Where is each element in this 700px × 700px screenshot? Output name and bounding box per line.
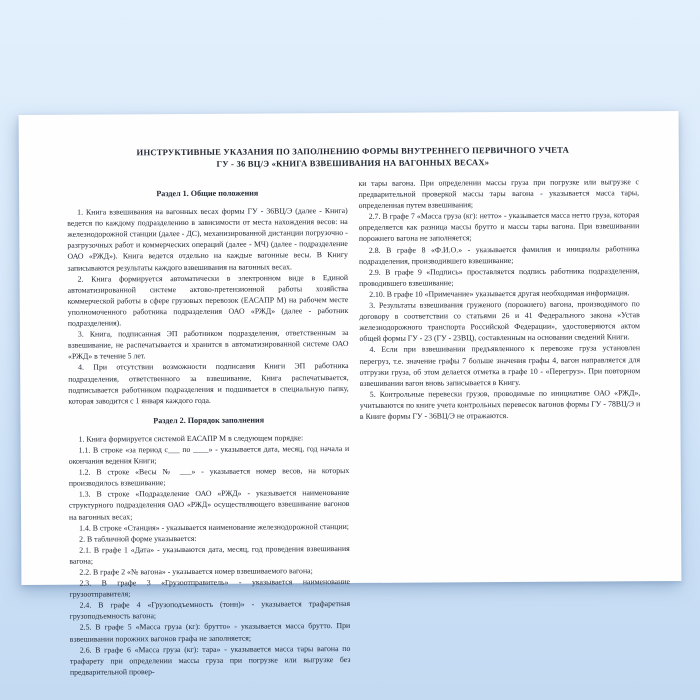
- document-title: [67, 144, 639, 170]
- document-title-line2: ГУ - 36 ВЦ/Э «КНИГА ВЗВЕШИВАНИЯ НА ВАГОННЫХ ВЕСАХ»: [216, 156, 490, 169]
- right-column: [358, 176, 642, 676]
- section1-heading: Раздел 1. Общие положения: [156, 188, 259, 199]
- paragraph: 2.1. В графе 1 «Дата» - указываются дата, месяц, год проведения взвешивания вагона;: [69, 543, 350, 566]
- paragraph: 1.2. В строке «Весы № ___» - указывается номер весов, на которых производилось взвешивание;: [68, 466, 350, 488]
- paragraph: 2.3. В графе 3 «Грузоотправитель» - указывается наименование грузоотправителя;: [69, 577, 350, 599]
- paragraph: 5. Контрольные перевески грузов, проводимые по инициативе ОАО «РЖД», учитываются по книге учета контрольных перевесок вагонов формы ГУ - 78ВЦ/Э и в Книге формы ГУ - 36ВЦ/Э не отражаются.: [359, 388, 641, 421]
- paragraph: 2. Книга формируется автоматически в электронном виде в Единой автоматизированной системе актово-претензионной работы хозяйства коммерческой работы в сфере грузовых перевозок (ЕАСАПР М) на рабочем месте уполномоченного работника подразделения ОАО «РЖД» (далее - работник подразделения).: [67, 272, 349, 328]
- paragraph: 2.10. В графе 10 «Примечание» указывается другая необходимая информация.: [369, 288, 630, 299]
- paragraph: 3. Результаты взвешивания груженого (порожнего) вагона, производимого по договору в соответствии со статьями 26 и 41 Федерального закона «Устав железнодорожного транспорта Российской Федерации», удостоверяются актом общей формы ГУ - 23 (ГУ - 23ВЦ), составленным на основании сведений Книги.: [359, 299, 640, 344]
- section2-heading: Раздел 2. Порядок заполнения: [153, 415, 265, 425]
- paragraph: 4. При отсутствии возможности подписания Книги ЭП работника подразделения, ответственного за взвешивание, Книга распечатывается, подписывается работником подразделения и подшивается в специальную папку, которая заводится с 1 января каждого года.: [68, 361, 349, 406]
- paragraph: 1.1. В строке «за период с___ по ____» - указывается дата, месяц, год начала и окончания ведения Книги;: [68, 443, 350, 466]
- document-title-line1: ИНСТРУКТИВНЫЕ УКАЗАНИЯ ПО ЗАПОЛНЕНИЮ ФОРМЫ ВНУТРЕННЕГО ПЕРВИЧНОГО УЧЕТА: [136, 144, 570, 158]
- paragraph: 1. Книга взвешивания на вагонных весах формы ГУ - 36ВЦ/Э (далее - Книга) ведется по каждому подразделению в зависимости от места нахождения весов: на железнодорожной станции (далее - ДС), механизированной дистанции погрузочно - разгрузочных работ и коммерческих операций (далее - МЧ) (далее - подразделение ОАО «РЖД»). Книга ведется отдельно на каждые вагонные весы. В Книгу записываются результаты каждого взвешивания на вагонных весах.: [67, 206, 348, 273]
- document-page: [19, 111, 682, 677]
- paragraph: 1.3. В строке «Подразделение ОАО «РЖД» - указывается наименование структурного подразделения ОАО «РЖД» осуществляющего взвешивание вагонов на вагонных весах;: [68, 488, 350, 522]
- paragraph: 2.7. В графе 7 «Масса груза (кг): нетто» - указывается масса нетто груза, которая определяется как разница массы брутто и массы тары вагона. При взвешивании порожнего вагона не заполняется;: [358, 210, 640, 244]
- paragraph: 1.4. В строке «Станция» - указывается наименование железнодорожной станции;: [79, 521, 349, 533]
- paragraph: 3. Книга, подписанная ЭП работником подразделения, ответственным за взвешивание, не распечатывается и хранится в автоматизированной системе ОАО «РЖД» в течение 5 лет.: [67, 328, 349, 362]
- paragraph: 2.5. В графе 5 «Масса груза (кг): брутто» - указывается масса брутто. При взвешивании порожних вагонов графа не заполняется;: [69, 621, 351, 644]
- paragraph: 2.8. В графе 8 «Ф.И.О.» - указывается фамилия и инициалы работника подразделения, производившего взвешивание;: [358, 243, 640, 266]
- paragraph-continuation: ки тары вагона. При определении массы груза при погрузке или выгрузке с предварительной проверкой массы тары вагона - указывается масса тары, определенная путем взвешивания;: [358, 177, 640, 211]
- two-column-layout: [67, 176, 642, 677]
- paragraph: 2.2. В графе 2 «№ вагона» - указывается номер взвешиваемого вагона;: [79, 566, 313, 577]
- paragraph: 2. В табличной форме указывается:: [79, 533, 197, 544]
- paragraph: 2.4. В графе 4 «Грузоподъемность (тонн)» - указывается трафаретная грузоподъемность вагона;: [69, 599, 351, 622]
- left-column: [67, 178, 351, 678]
- paragraph: 1. Книга формируется системой ЕАСАПР М в следующем порядке:: [78, 433, 304, 444]
- paragraph: 4. Если при взвешивании предъявленного к перевозке груза установлен перегруз, т.е. значение графы 7 больше значения графы 4, вагон направляется для отгрузки груза, об этом делается отметка в графе 10 - «Перегруз». При повторном взвешивании вагон вновь записывается в Книгу.: [359, 343, 641, 388]
- paragraph: 2.6. В графе 6 «Масса груза (кг): тара» - указывается масса тары вагона по трафарету при определении массы груза при погрузке или выгрузке без предварительной провер-: [69, 643, 351, 677]
- paragraph: 2.9. В графе 9 «Подпись» проставляется подпись работника подразделения, проводившего взвешивание;: [359, 265, 640, 288]
